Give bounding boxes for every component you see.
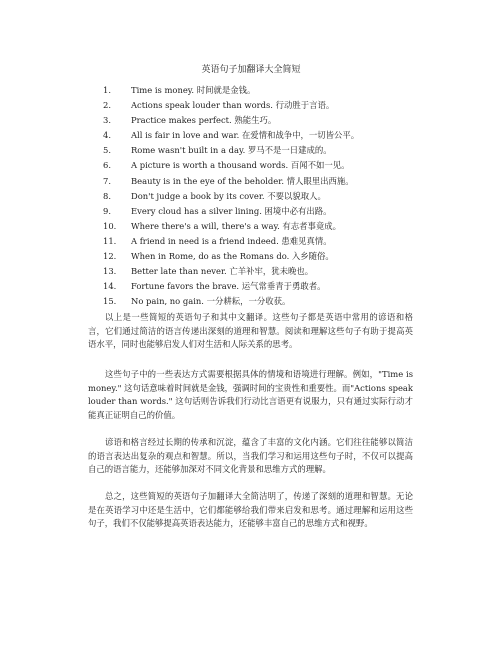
item-text: Don't judge a book by its cover. 不要以貌取人。 [131, 190, 326, 201]
list-item [103, 158, 359, 173]
item-number: 4. [103, 130, 111, 141]
list-item [103, 219, 359, 234]
list-item [103, 128, 359, 143]
list-item [103, 234, 359, 249]
item-text: All is fair in love and war. 在爱情和战争中，一切皆公平。 [131, 130, 360, 141]
item-text: Beauty is in the eye of the beholder. 情人眼里出西施。 [131, 175, 354, 186]
paragraph-intro: 以上是一些简短的英语句子和其中文翻译。这些句子都是英语中常用的谚语和格言，它们通过简洁的语言传递出深刻的道理和智慧。阅读和理解这些句子有助于提高英语水平，同时也能够启发人们对生活和人际关系的思考。 [88, 312, 413, 350]
list-item [103, 189, 359, 204]
paragraph-examples: 这些句子中的一些表达方式需要根据具体的情境和语境进行理解。例如，"Time is money." 这句话意味着时间就是金钱，强调时间的宝贵性和重要性。而"Actions speak louder than words." 这句话则告诉我们行动比言语更有说服力，只有通过实际行动才能真正证明自己的价值。 [88, 369, 413, 420]
item-number: 7. [103, 175, 111, 186]
item-number: 3. [103, 115, 111, 126]
sentence-list [103, 83, 359, 309]
list-item [103, 174, 359, 189]
item-number: 10. [103, 220, 117, 231]
item-text: Practice makes perfect. 熟能生巧。 [131, 115, 277, 126]
paragraph-culture: 谚语和格言经过长期的传承和沉淀，蕴含了丰富的文化内涵。它们往往能够以简洁的语言表达出复杂的观点和智慧。所以，当我们学习和运用这些句子时，不仅可以提高自己的语言能力，还能够加深对不同文化背景和思维方式的理解。 [88, 437, 413, 475]
item-text: A picture is worth a thousand words. 百闻不如一见。 [131, 160, 350, 171]
list-item [103, 249, 359, 264]
list-item [103, 264, 359, 279]
item-number: 11. [103, 235, 117, 246]
item-text: Actions speak louder than words. 行动胜于言语。 [131, 100, 335, 111]
item-number: 15. [103, 296, 117, 307]
list-item [103, 143, 359, 158]
document-title: 英语句子加翻译大全简短 [201, 65, 301, 75]
item-text: No pain, no gain. 一分耕耘，一分收获。 [131, 296, 291, 307]
item-text: A friend in need is a friend indeed. 患难见真情。 [131, 235, 332, 246]
item-number: 13. [103, 266, 117, 277]
list-item [103, 113, 359, 128]
item-number: 8. [103, 190, 111, 201]
list-item [103, 279, 359, 294]
item-text: When in Rome, do as the Romans do. 入乡随俗。 [131, 251, 334, 262]
list-item [103, 204, 359, 219]
list-item [103, 294, 359, 309]
item-text: Better late than never. 亡羊补牢，犹未晚也。 [131, 266, 314, 277]
item-number: 6. [103, 160, 111, 171]
item-number: 1. [103, 85, 111, 95]
item-text: Every cloud has a silver lining. 困境中必有出路。 [131, 205, 332, 216]
item-number: 9. [103, 205, 111, 216]
item-text: Rome wasn't built in a day. 罗马不是一日建成的。 [131, 145, 332, 156]
paragraph-summary: 总之，这些简短的英语句子加翻译大全简洁明了，传递了深刻的道理和智慧。无论是在英语学习中还是生活中，它们都能够给我们带来启发和思考。通过理解和运用这些句子，我们不仅能够提高英语表达能力，还能够丰富自己的思维方式和视野。 [88, 491, 413, 529]
item-text: Fortune favors the brave. 运气常垂青于勇敢者。 [131, 281, 326, 292]
item-text: Where there's a will, there's a way. 有志者事竟成。 [131, 220, 342, 231]
item-number: 12. [103, 251, 117, 262]
list-item [103, 83, 359, 98]
item-text: Time is money. 时间就是金钱。 [131, 85, 256, 95]
item-number: 5. [103, 145, 111, 156]
item-number: 2. [103, 100, 111, 111]
list-item [103, 98, 359, 113]
item-number: 14. [103, 281, 117, 292]
